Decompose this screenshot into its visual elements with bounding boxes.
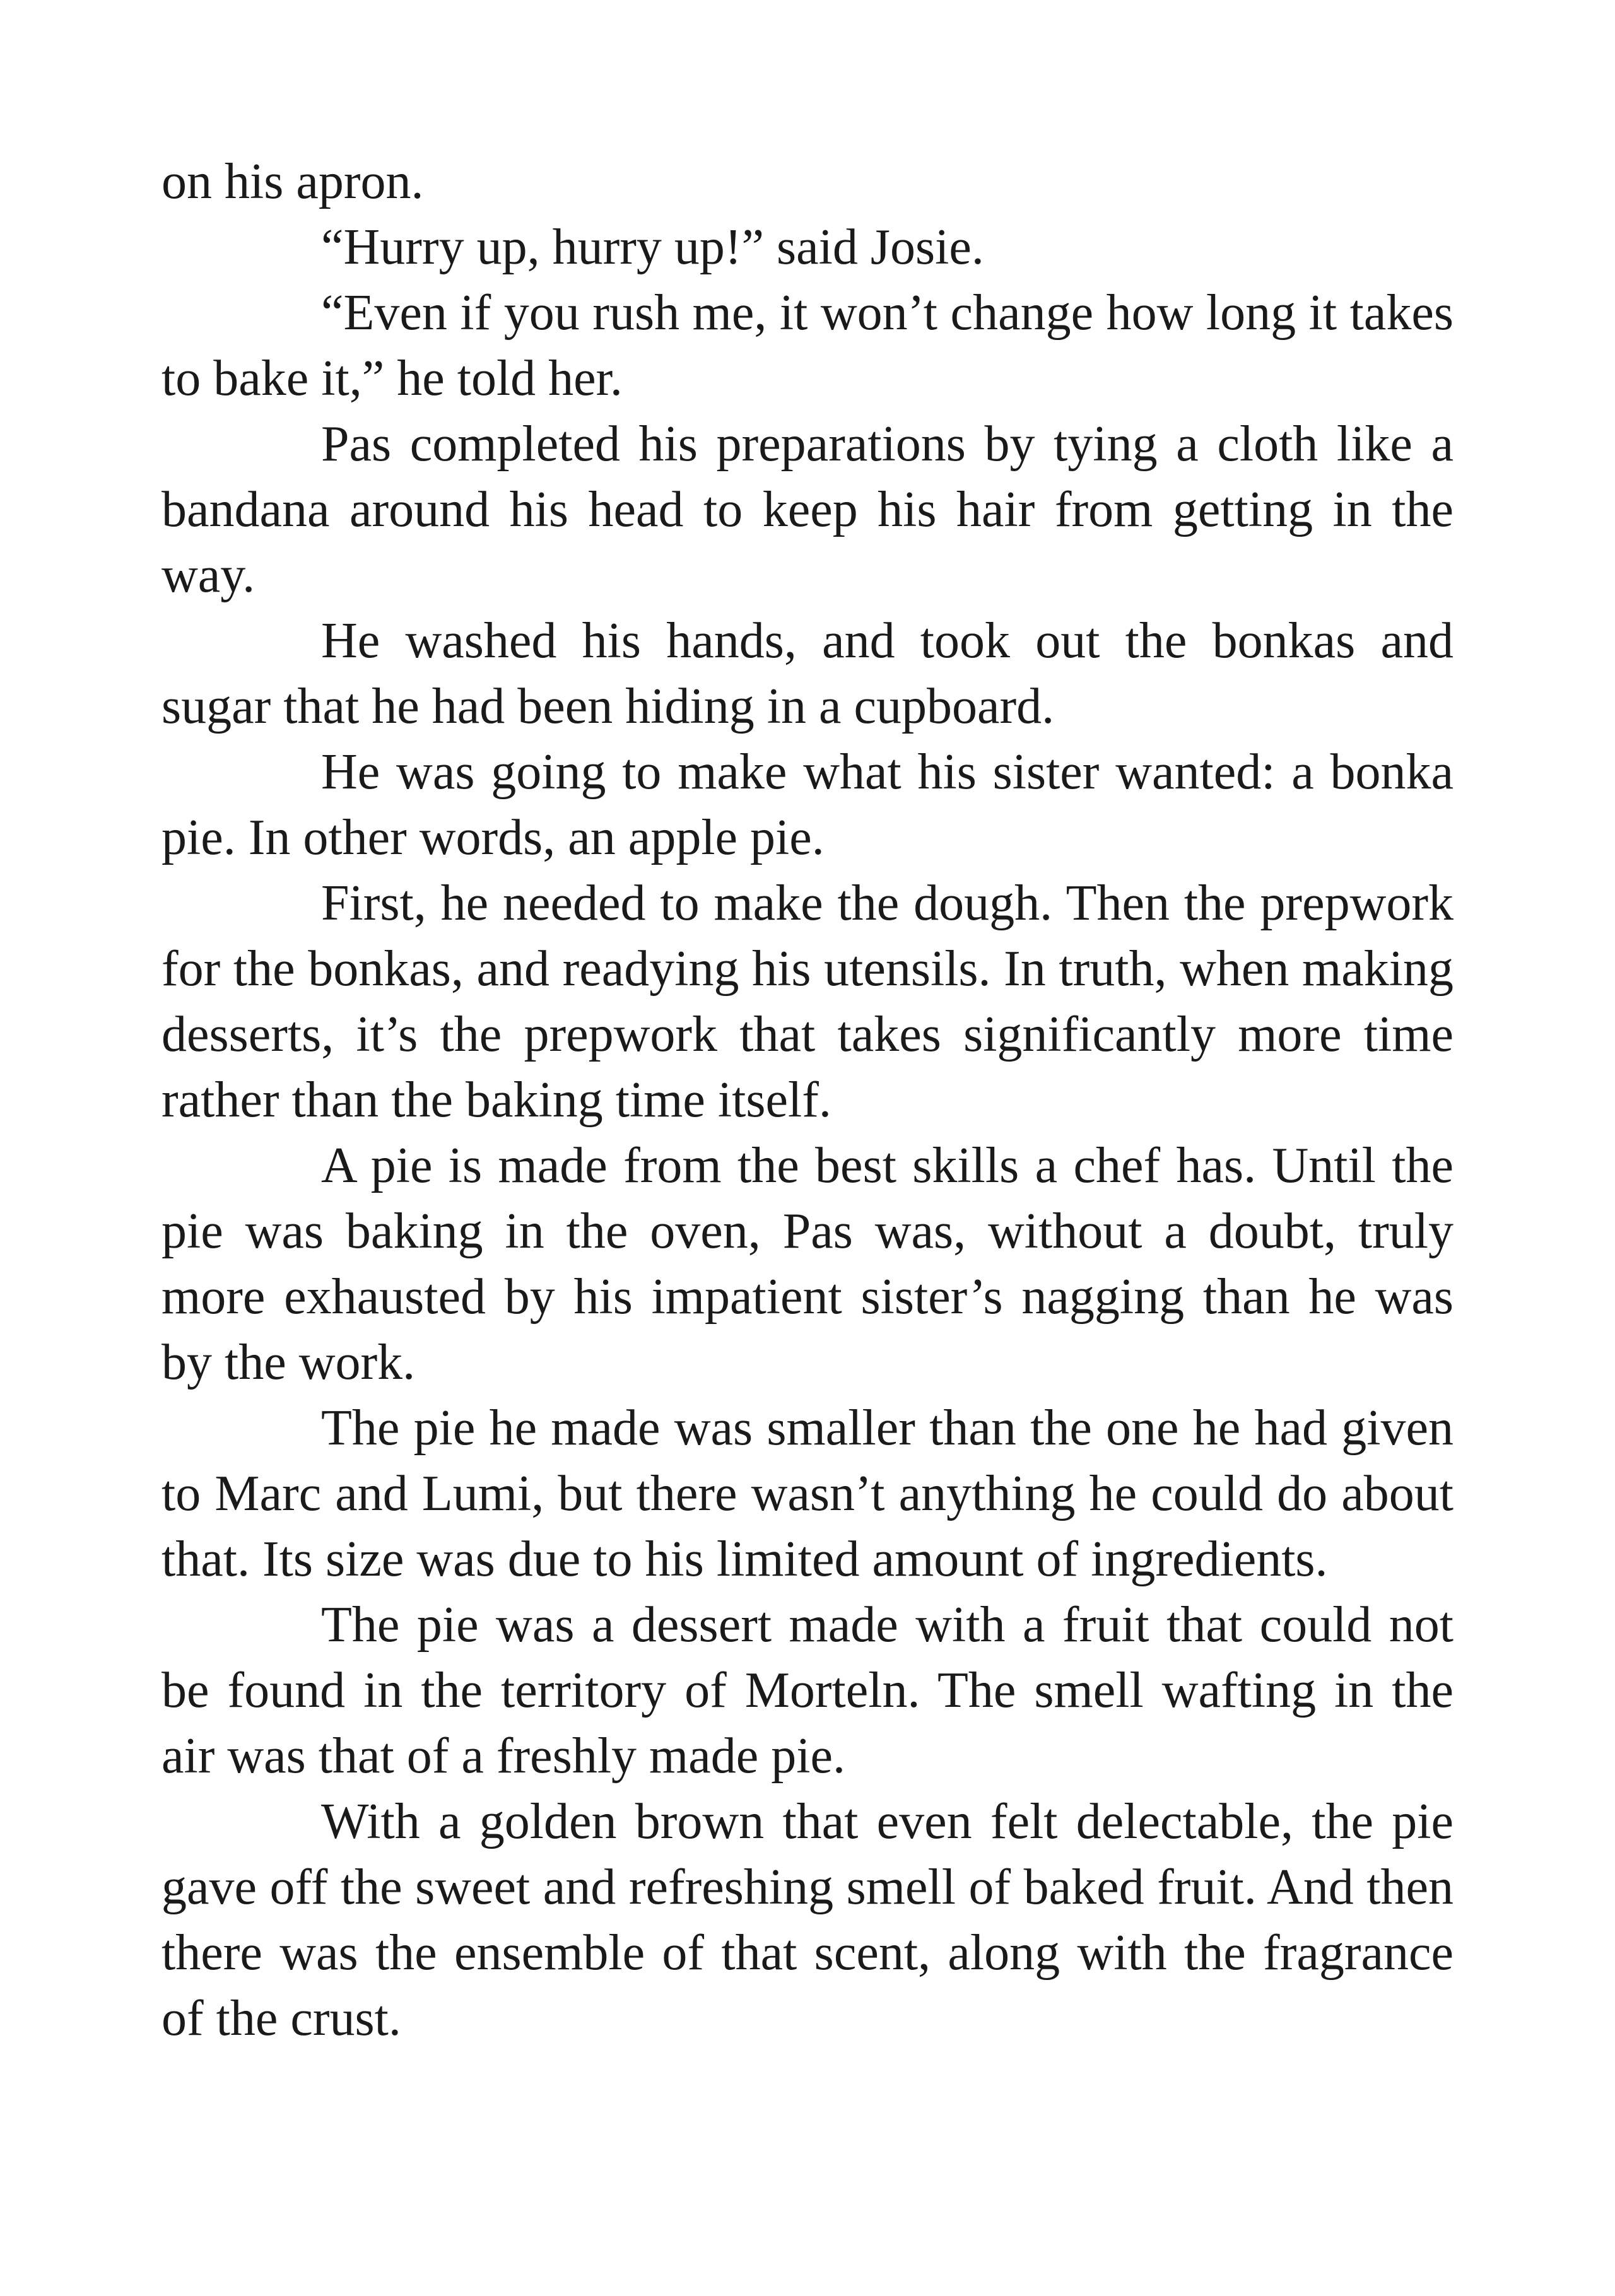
paragraph: Pas completed his preparations by tying a cloth like a bandana around his head to keep his hair from getting in the way. xyxy=(162,416,1454,603)
paragraph: The pie he made was smaller than the one he had given to Marc and Lumi, but there wasn’t anything he could do about that. Its size was due to his limited amount of ingredients. xyxy=(162,1400,1454,1587)
paragraph: A pie is made from the best skills a chef has. Until the pie was baking in the oven, Pas was, without a doubt, truly more exhausted by his impatient sister’s nagging than he was by the work. xyxy=(162,1138,1454,1390)
paragraph: With a golden brown that even felt delectable, the pie gave off the sweet and refreshing smell of baked fruit. And then there was the ensemble of that scent, along with the fragrance of the crust. xyxy=(162,1794,1454,2046)
paragraph-dialogue-pas: “Even if you rush me, it won’t change how long it takes to bake it,” he told her. xyxy=(162,285,1454,406)
paragraph: He was going to make what his sister wanted: a bonka pie. In other words, an apple pie. xyxy=(162,744,1454,865)
body-text xyxy=(162,149,1454,2051)
paragraph: He washed his hands, and took out the bonkas and sugar that he had been hiding in a cupboard. xyxy=(162,613,1454,734)
paragraph: First, he needed to make the dough. Then the prepwork for the bonkas, and readying his utensils. In truth, when making desserts, it’s the prepwork that takes significantly more time rather than the baking time itself. xyxy=(162,876,1454,1128)
paragraph-continuation: on his apron. xyxy=(162,154,424,209)
paragraph: The pie was a dessert made with a fruit that could not be found in the territory of Morteln. The smell wafting in the air was that of a freshly made pie. xyxy=(162,1597,1454,1784)
paragraph-dialogue-josie: “Hurry up, hurry up!” said Josie. xyxy=(321,220,984,275)
